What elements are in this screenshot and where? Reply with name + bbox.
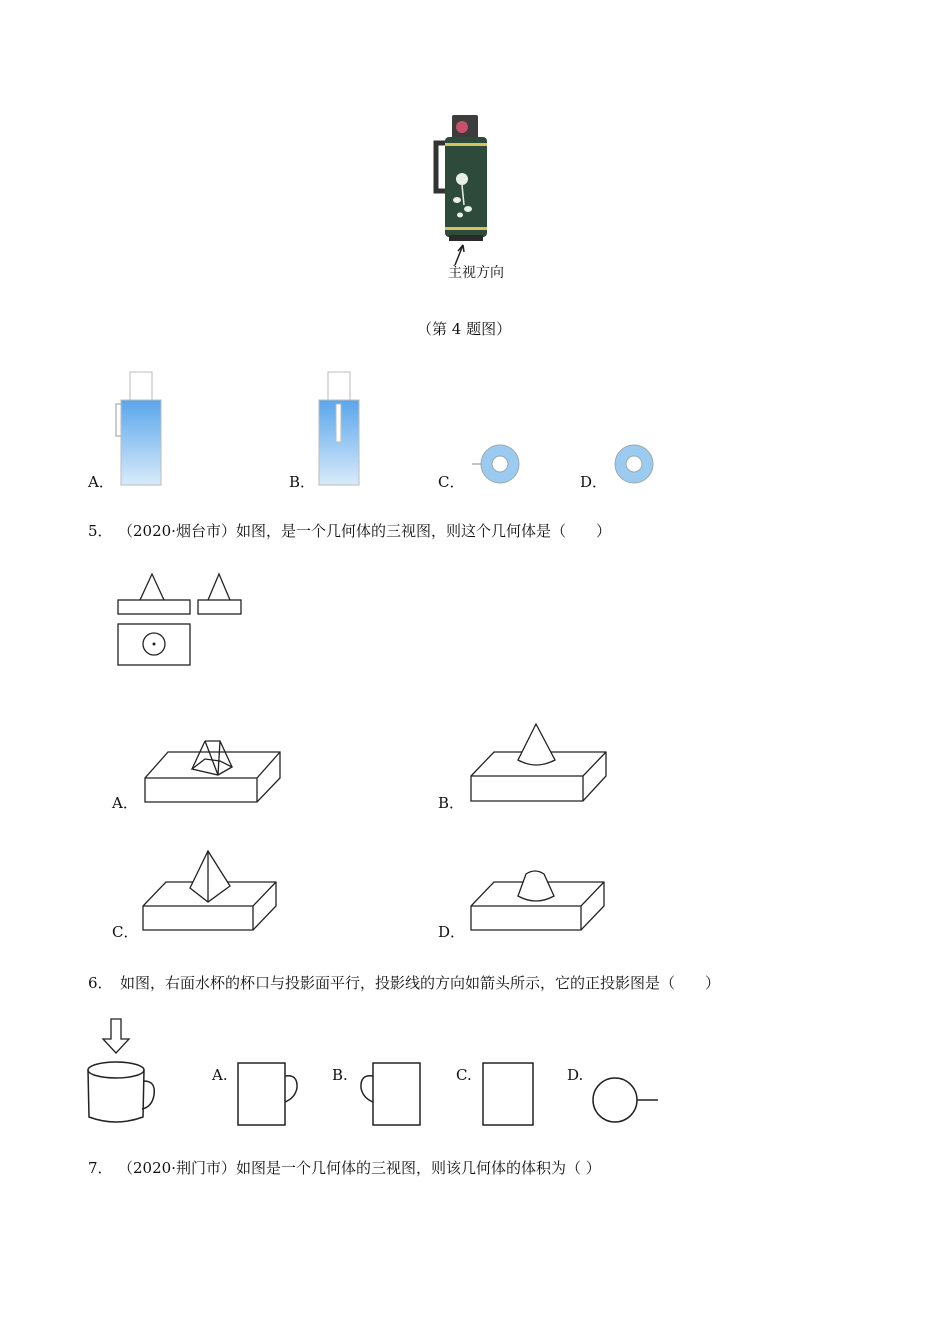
q5-three-views-figure [114, 568, 254, 678]
q5-option-d-label: D． [438, 923, 466, 941]
q5-option-b-label: B． [438, 794, 465, 812]
q4-option-c-figure[interactable] [470, 440, 530, 490]
q4-option-d-label: D． [580, 473, 608, 491]
q5-option-c-label: C． [112, 923, 139, 941]
q6-number: 6． [88, 974, 113, 992]
q5-option-a-label: A． [112, 794, 138, 812]
q4-option-b-figure[interactable] [316, 370, 366, 490]
q6-text: 如图，右面水杯的杯口与投影面平行，投影线的方向如箭头所示，它的正投影图是（ ） [120, 974, 721, 992]
q5-option-a-figure[interactable] [140, 715, 290, 805]
q6-option-d-label: D. [567, 1066, 584, 1084]
q4-option-a-figure[interactable] [114, 370, 174, 490]
q4-option-b-label: B． [289, 473, 316, 491]
q5-text: （2020·烟台市）如图，是一个几何体的三视图，则这个几何体是（ ） [118, 522, 611, 540]
q6-option-c-label: C. [456, 1066, 472, 1084]
q6-cup-figure [84, 1015, 164, 1130]
q6-option-a-label: A. [212, 1066, 228, 1084]
q5-option-c-figure[interactable] [138, 848, 288, 938]
q6-option-c-figure[interactable] [480, 1060, 540, 1130]
q5-option-b-figure[interactable] [466, 718, 616, 808]
q4-option-a-label: A． [88, 473, 114, 491]
q6-option-d-figure[interactable] [590, 1072, 665, 1132]
q6-option-b-label: B. [332, 1066, 348, 1084]
figure-4-caption: （第 4 题图） [417, 320, 512, 338]
q4-option-d-figure[interactable] [609, 440, 659, 490]
q5-option-d-figure[interactable] [466, 848, 616, 938]
q4-option-c-label: C． [438, 473, 465, 491]
view-direction-label: 主视方向 [448, 265, 504, 281]
q7-text: （2020·荆门市）如图是一个几何体的三视图，则该几何体的体积为（ ） [118, 1159, 601, 1177]
q5-number: 5． [88, 522, 113, 540]
q6-option-a-figure[interactable] [235, 1060, 305, 1130]
q7-number: 7． [88, 1159, 113, 1177]
thermos-flask-figure [420, 105, 540, 285]
q6-option-b-figure[interactable] [355, 1060, 425, 1130]
